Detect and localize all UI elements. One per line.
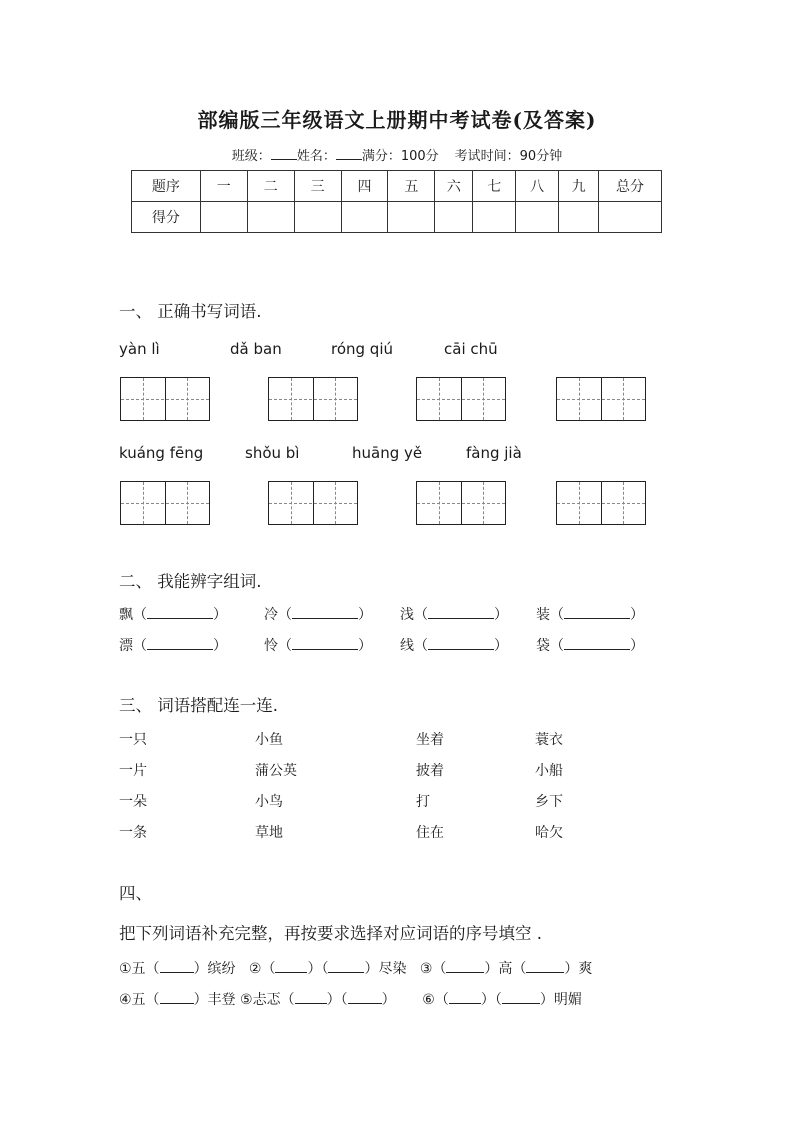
answer-blank[interactable] <box>147 637 213 650</box>
score-table <box>131 170 662 233</box>
answer-blank[interactable] <box>564 606 630 619</box>
header-cell: 题序 <box>132 171 201 202</box>
full-score: 满分：100分 <box>361 149 439 164</box>
answer-blank[interactable] <box>428 637 494 650</box>
match-item[interactable]: 小鱼 <box>255 732 283 748</box>
word-fill-item: 装（ ） <box>536 607 644 623</box>
section3-heading: 三、 词语搭配连一连. <box>119 696 278 715</box>
idiom-blank[interactable] <box>502 991 540 1004</box>
idiom-line-2: ④五（ ）丰登 ⑤忐忑（ ）（ ） ⑥（ ）（ ）明媚 <box>119 992 582 1008</box>
word-fill-item: 线（ ） <box>400 638 508 654</box>
section2-heading: 二、 我能辨字组词. <box>119 572 262 591</box>
score-cell[interactable] <box>341 202 388 233</box>
idiom-blank[interactable] <box>295 991 327 1004</box>
match-item[interactable]: 披着 <box>416 763 444 779</box>
char: 飘 <box>119 607 133 623</box>
match-item[interactable]: 草地 <box>255 825 283 841</box>
word-fill-item: 飘（ ） <box>119 607 227 623</box>
word-fill-item: 怜（ ） <box>264 638 372 654</box>
writing-grid[interactable] <box>120 481 210 525</box>
writing-grid[interactable] <box>416 481 506 525</box>
char: 漂 <box>119 638 133 654</box>
match-item[interactable]: 蒲公英 <box>255 763 297 779</box>
name-label: 姓名： <box>296 149 336 164</box>
pinyin-label: shǒu bì <box>245 444 300 462</box>
pinyin-label: kuáng fēng <box>119 444 204 462</box>
score-cell[interactable] <box>516 202 559 233</box>
char: 冷 <box>264 607 278 623</box>
char: 装 <box>536 607 550 623</box>
score-cell[interactable] <box>388 202 435 233</box>
header-cell: 总分 <box>599 171 662 202</box>
pinyin-label: róng qiú <box>331 340 394 358</box>
score-table-header-row <box>132 171 662 202</box>
score-cell[interactable] <box>294 202 341 233</box>
pinyin-label: yàn lì <box>119 340 160 358</box>
header-cell: 一 <box>200 171 247 202</box>
pinyin-label: huāng yě <box>352 444 423 462</box>
header-cell: 七 <box>473 171 516 202</box>
exam-info <box>0 145 794 164</box>
header-cell: 四 <box>341 171 388 202</box>
exam-time: 考试时间：90分钟 <box>454 149 563 164</box>
pinyin-label: fàng jià <box>466 444 522 462</box>
score-row-label: 得分 <box>132 202 201 233</box>
pinyin-label: dǎ ban <box>230 340 282 358</box>
idiom-blank[interactable] <box>449 991 481 1004</box>
answer-blank[interactable] <box>564 637 630 650</box>
section4-instruction: 把下列词语补充完整，再按要求选择对应词语的序号填空 . <box>119 924 542 943</box>
char: 浅 <box>400 607 414 623</box>
writing-grid[interactable] <box>556 481 646 525</box>
match-item[interactable]: 一片 <box>119 763 147 779</box>
writing-grid[interactable] <box>416 377 506 421</box>
pinyin-label: cāi chū <box>444 340 498 358</box>
header-cell: 六 <box>435 171 473 202</box>
writing-grid[interactable] <box>556 377 646 421</box>
answer-blank[interactable] <box>147 606 213 619</box>
writing-grid[interactable] <box>268 481 358 525</box>
class-label: 班级： <box>231 149 271 164</box>
idiom-blank[interactable] <box>348 991 382 1004</box>
score-cell[interactable] <box>559 202 599 233</box>
match-item[interactable]: 小船 <box>535 763 563 779</box>
match-item[interactable]: 住在 <box>416 825 444 841</box>
word-fill-item: 漂（ ） <box>119 638 227 654</box>
header-cell: 八 <box>516 171 559 202</box>
match-item[interactable]: 哈欠 <box>535 825 563 841</box>
idiom-blank[interactable] <box>446 960 484 973</box>
answer-blank[interactable] <box>292 606 358 619</box>
idiom-blank[interactable] <box>526 960 564 973</box>
match-item[interactable]: 一只 <box>119 732 147 748</box>
answer-blank[interactable] <box>428 606 494 619</box>
idiom-blank[interactable] <box>160 960 194 973</box>
char: 怜 <box>264 638 278 654</box>
idiom-blank[interactable] <box>328 960 364 973</box>
match-item[interactable]: 坐着 <box>416 732 444 748</box>
char: 袋 <box>536 638 550 654</box>
idiom-blank[interactable] <box>275 960 307 973</box>
word-fill-item: 冷（ ） <box>264 607 372 623</box>
header-cell: 五 <box>388 171 435 202</box>
char: 线 <box>400 638 414 654</box>
score-cell[interactable] <box>473 202 516 233</box>
match-item[interactable]: 打 <box>416 794 430 810</box>
word-fill-item: 浅（ ） <box>400 607 508 623</box>
idiom-line-1: ①五（ ）缤纷 ②（ ）（ ）尽染 ③（ ）高（ ）爽 <box>119 961 593 977</box>
match-item[interactable]: 一朵 <box>119 794 147 810</box>
header-cell: 三 <box>294 171 341 202</box>
score-cell[interactable] <box>435 202 473 233</box>
writing-grid[interactable] <box>268 377 358 421</box>
score-cell[interactable] <box>200 202 247 233</box>
score-cell[interactable] <box>599 202 662 233</box>
answer-blank[interactable] <box>292 637 358 650</box>
score-cell[interactable] <box>247 202 294 233</box>
match-item[interactable]: 一条 <box>119 825 147 841</box>
word-fill-item: 袋（ ） <box>536 638 644 654</box>
idiom-blank[interactable] <box>160 991 194 1004</box>
header-cell: 九 <box>559 171 599 202</box>
class-blank[interactable] <box>271 147 297 160</box>
writing-grid[interactable] <box>120 377 210 421</box>
section1-heading: 一、 正确书写词语. <box>119 302 262 321</box>
match-item[interactable]: 乡下 <box>535 794 563 810</box>
match-item[interactable]: 蓑衣 <box>535 732 563 748</box>
name-blank[interactable] <box>336 147 362 160</box>
section4-heading: 四、 <box>119 884 152 903</box>
page-title: 部编版三年级语文上册期中考试卷(及答案) <box>197 108 597 132</box>
header-cell: 二 <box>247 171 294 202</box>
score-table-score-row <box>132 202 662 233</box>
match-item[interactable]: 小鸟 <box>255 794 283 810</box>
